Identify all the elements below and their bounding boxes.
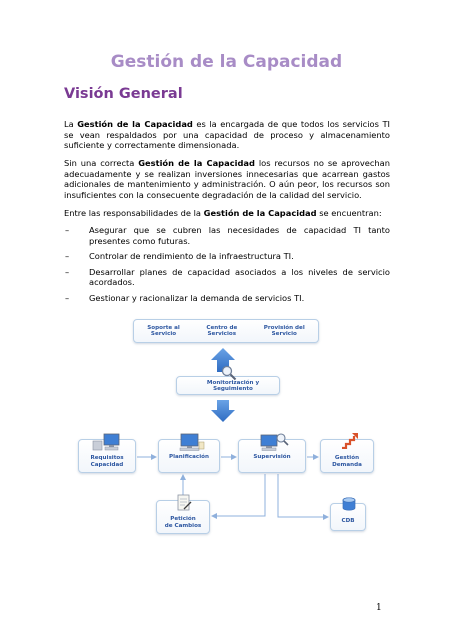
change-request-label: Petición de Cambios xyxy=(164,516,202,530)
paragraph-responsibilities xyxy=(64,208,390,219)
paragraph-intro-suffix: es la encargada de que todos los servicios TI se vean respaldados por una capacidad de proceso y almacenamiento suficiente y correctamente dimensionada. xyxy=(64,119,390,151)
requirements-label: Requisitos Capacidad xyxy=(90,455,124,469)
computer-icon xyxy=(92,433,122,451)
demand-management-box xyxy=(320,439,374,473)
list-item: – Controlar de rendimiento de la infraestructura TI. xyxy=(64,251,390,262)
service-desk-label: Centro de Servicios xyxy=(206,324,238,337)
supervision-label: Supervisión xyxy=(253,454,291,461)
page-number: 1 xyxy=(376,603,382,613)
responsibilities-list xyxy=(64,225,390,304)
arrow-down-icon xyxy=(211,400,235,422)
database-icon xyxy=(341,497,357,511)
document-edit-icon xyxy=(175,494,193,512)
monitoring-label: Monitorización y Seguimiento xyxy=(206,379,260,392)
change-request-box xyxy=(156,500,210,534)
supervision-box xyxy=(238,439,306,473)
planning-label: Planificación xyxy=(169,454,209,461)
planning-box xyxy=(158,439,220,473)
list-item: – Asegurar que se cubren las necesidades de capacidad TI tanto presentes como futuras. xyxy=(64,225,390,246)
cdb-label: CDB xyxy=(341,518,355,525)
paragraph-intro-bold: Gestión de la Capacidad xyxy=(77,119,193,129)
computer-icon xyxy=(177,433,205,451)
paragraph-consequences-prefix: Sin una correcta xyxy=(64,158,139,168)
service-areas-box xyxy=(133,319,319,343)
cdb-box xyxy=(330,503,366,531)
demand-management-label: Gestión Demanda xyxy=(332,455,362,469)
paragraph-responsibilities-bold: Gestión de la Capacidad xyxy=(203,208,317,218)
paragraph-intro-prefix: La xyxy=(64,119,78,129)
stairs-arrow-icon xyxy=(341,431,359,449)
connector-sup-cdb xyxy=(278,474,328,517)
service-provision-label: Provisión del Servicio xyxy=(263,324,305,337)
list-item: – Gestionar y racionalizar la demanda de servicios TI. xyxy=(64,293,390,304)
service-support-label: Soporte al Servicio xyxy=(147,324,180,337)
paragraph-responsibilities-prefix: Entre las responsabilidades de la xyxy=(64,208,204,218)
paragraph-consequences xyxy=(64,158,390,200)
document-title: Gestión de la Capacidad xyxy=(110,52,343,72)
monitor-search-icon xyxy=(259,432,289,451)
requirements-box xyxy=(78,439,136,473)
monitoring-box xyxy=(176,376,280,395)
section-heading: Visión General xyxy=(64,86,183,102)
paragraph-responsibilities-suffix: se encuentran: xyxy=(316,208,382,218)
connector-sup-pet xyxy=(212,474,265,516)
magnifier-icon xyxy=(221,365,237,381)
capacity-process-diagram xyxy=(70,312,390,542)
list-item: – Desarrollar planes de capacidad asociados a los niveles de servicio acordados. xyxy=(64,267,390,288)
paragraph-consequences-suffix: los recursos no se aprovechan adecuadamente y se realizan inversiones innecesarias que acarrean gastos adicionales de mantenimiento y administración. O aún peor, los recursos son insuficientes con la consecuente degradación de la calidad del servicio. xyxy=(64,158,390,200)
paragraph-consequences-bold: Gestión de la Capacidad xyxy=(138,158,255,168)
paragraph-intro xyxy=(64,119,390,151)
